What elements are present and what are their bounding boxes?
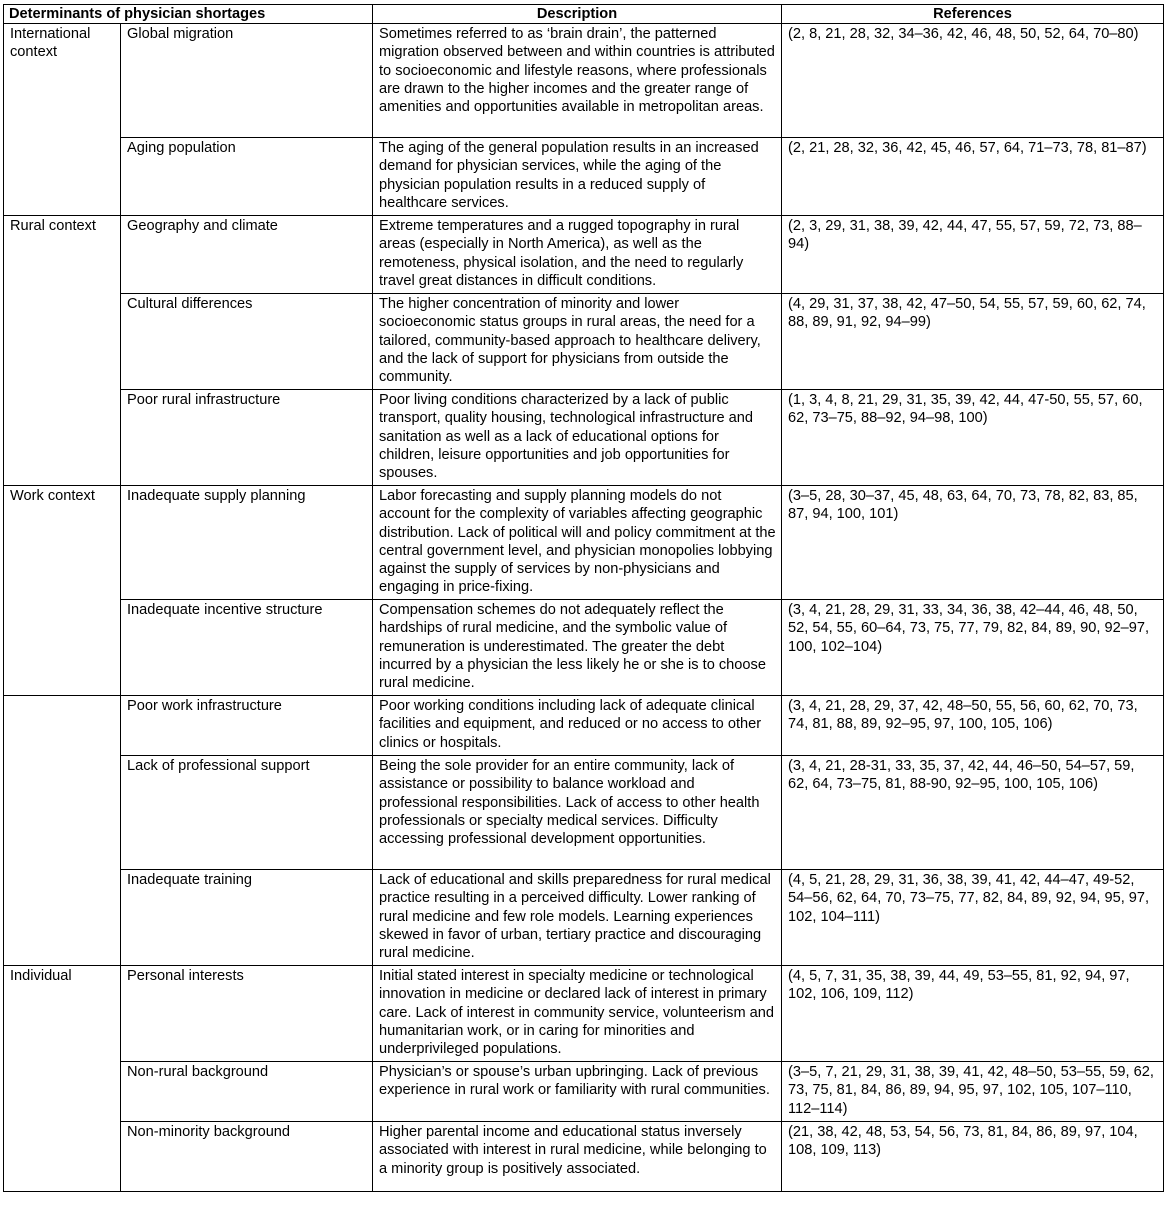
factor-cell: Non-minority background [121, 1122, 373, 1192]
context-work-continued [4, 696, 121, 966]
header-determinants: Determinants of physician shortages [4, 5, 373, 24]
description-cell: Labor forecasting and supply planning models do not account for the complexity of variables affecting geographic distribution. Lack of political will and policy commitment at the central government level, and physician monopolies lobbying against the supply of services by non-physicians and engaging in price-fixing. [373, 486, 782, 600]
references-cell: (21, 38, 42, 48, 53, 54, 56, 73, 81, 84, 86, 89, 97, 104, 108, 109, 113) [782, 1122, 1164, 1192]
description-cell: Being the sole provider for an entire community, lack of assistance or possibility to balance workload and professional responsibilities. Lack of access to other health professionals or specialty medical services. Difficulty accessing professional development opportunities. [373, 756, 782, 870]
context-individual: Individual [4, 966, 121, 1192]
table-row [4, 870, 1164, 966]
description-cell: Initial stated interest in specialty medicine or technological innovation in medicine or declared lack of interest in primary care. Lack of interest in community service, volunteerism and humanitarian work, or in caring for minorities and underprivileged populations. [373, 966, 782, 1062]
factor-cell: Lack of professional support [121, 756, 373, 870]
description-cell: The aging of the general population results in an increased demand for physician services, while the aging of the physician population results in a reduced supply of healthcare services. [373, 138, 782, 216]
description-cell: Extreme temperatures and a rugged topography in rural areas (especially in North America), as well as the remoteness, physical isolation, and the need to regularly travel great distances in difficult conditions. [373, 216, 782, 294]
table-row [4, 294, 1164, 390]
table-row [4, 138, 1164, 216]
references-cell: (4, 29, 31, 37, 38, 42, 47–50, 54, 55, 57, 59, 60, 62, 74, 88, 89, 91, 92, 94–99) [782, 294, 1164, 390]
references-cell: (4, 5, 7, 31, 35, 38, 39, 44, 49, 53–55, 81, 92, 94, 97, 102, 106, 109, 112) [782, 966, 1164, 1062]
references-cell: (2, 21, 28, 32, 36, 42, 45, 46, 57, 64, 71–73, 78, 81–87) [782, 138, 1164, 216]
factor-cell: Aging population [121, 138, 373, 216]
header-references: References [782, 5, 1164, 24]
table-row [4, 24, 1164, 138]
description-cell: Compensation schemes do not adequately reflect the hardships of rural medicine, and the symbolic value of remuneration is underestimated. The greater the debt incurred by a physician the less likely he or she is to choose rural medicine. [373, 600, 782, 696]
references-cell: (2, 8, 21, 28, 32, 34–36, 42, 46, 48, 50, 52, 64, 70–80) [782, 24, 1164, 138]
description-cell: Physician’s or spouse’s urban upbringing. Lack of previous experience in rural work or familiarity with rural communities. [373, 1062, 782, 1122]
table-row [4, 756, 1164, 870]
context-rural: Rural context [4, 216, 121, 486]
table-row [4, 600, 1164, 696]
description-cell: Sometimes referred to as ‘brain drain’, the patterned migration observed between and within countries is attributed to socioeconomic and lifestyle reasons, where professionals are drawn to the higher incomes and the greater range of amenities and opportunities available in metropolitan areas. [373, 24, 782, 138]
references-cell: (2, 3, 29, 31, 38, 39, 42, 44, 47, 55, 57, 59, 72, 73, 88–94) [782, 216, 1164, 294]
factor-cell: Inadequate training [121, 870, 373, 966]
context-work: Work context [4, 486, 121, 696]
context-international: International context [4, 24, 121, 216]
factor-cell: Geography and climate [121, 216, 373, 294]
references-cell: (1, 3, 4, 8, 21, 29, 31, 35, 39, 42, 44, 47-50, 55, 57, 60, 62, 73–75, 88–92, 94–98, 100) [782, 390, 1164, 486]
references-cell: (4, 5, 21, 28, 29, 31, 36, 38, 39, 41, 42, 44–47, 49-52, 54–56, 62, 64, 70, 73–75, 77, 82, 84, 89, 92, 94, 95, 97, 102, 104–111) [782, 870, 1164, 966]
factor-cell: Inadequate supply planning [121, 486, 373, 600]
references-cell: (3, 4, 21, 28-31, 33, 35, 37, 42, 44, 46–50, 54–57, 59, 62, 64, 73–75, 81, 88-90, 92–95, 100, 105, 106) [782, 756, 1164, 870]
header-description: Description [373, 5, 782, 24]
table-row [4, 216, 1164, 294]
table-row [4, 696, 1164, 756]
table-row [4, 390, 1164, 486]
factor-cell: Poor work infrastructure [121, 696, 373, 756]
references-cell: (3, 4, 21, 28, 29, 31, 33, 34, 36, 38, 42–44, 46, 48, 50, 52, 54, 55, 60–64, 73, 75, 77, 79, 82, 84, 89, 90, 92–97, 100, 102–104) [782, 600, 1164, 696]
factor-cell: Non-rural background [121, 1062, 373, 1122]
factor-cell: Inadequate incentive structure [121, 600, 373, 696]
references-cell: (3–5, 28, 30–37, 45, 48, 63, 64, 70, 73, 78, 82, 83, 85, 87, 94, 100, 101) [782, 486, 1164, 600]
description-cell: Higher parental income and educational status inversely associated with interest in rural medicine, while belonging to a minority group is positively associated. [373, 1122, 782, 1192]
description-cell: Poor working conditions including lack of adequate clinical facilities and equipment, and reduced or no access to other clinics or hospitals. [373, 696, 782, 756]
description-cell: The higher concentration of minority and lower socioeconomic status groups in rural areas, the need for a tailored, community-based approach to healthcare delivery, and the lack of support for physicians from outside the community. [373, 294, 782, 390]
table-header-row [4, 5, 1164, 24]
table-row [4, 486, 1164, 600]
factor-cell: Personal interests [121, 966, 373, 1062]
table-row [4, 1062, 1164, 1122]
factor-cell: Cultural differences [121, 294, 373, 390]
factor-cell: Poor rural infrastructure [121, 390, 373, 486]
factor-cell: Global migration [121, 24, 373, 138]
table-row [4, 1122, 1164, 1192]
table-row [4, 966, 1164, 1062]
references-cell: (3, 4, 21, 28, 29, 37, 42, 48–50, 55, 56, 60, 62, 70, 73, 74, 81, 88, 89, 92–95, 97, 100, 105, 106) [782, 696, 1164, 756]
determinants-table [3, 4, 1164, 1192]
references-cell: (3–5, 7, 21, 29, 31, 38, 39, 41, 42, 48–50, 53–55, 59, 62, 73, 75, 81, 84, 86, 89, 94, 95, 97, 102, 105, 107–110, 112–114) [782, 1062, 1164, 1122]
description-cell: Poor living conditions characterized by a lack of public transport, quality housing, technological infrastructure and sanitation as well as a lack of educational options for children, leisure opportunities and job opportunities for spouses. [373, 390, 782, 486]
description-cell: Lack of educational and skills preparedness for rural medical practice resulting in a perceived difficulty. Lower ranking of rural medicine and few role models. Learning experiences skewed in favor of urban, tertiary practice and discouraging rural medicine. [373, 870, 782, 966]
